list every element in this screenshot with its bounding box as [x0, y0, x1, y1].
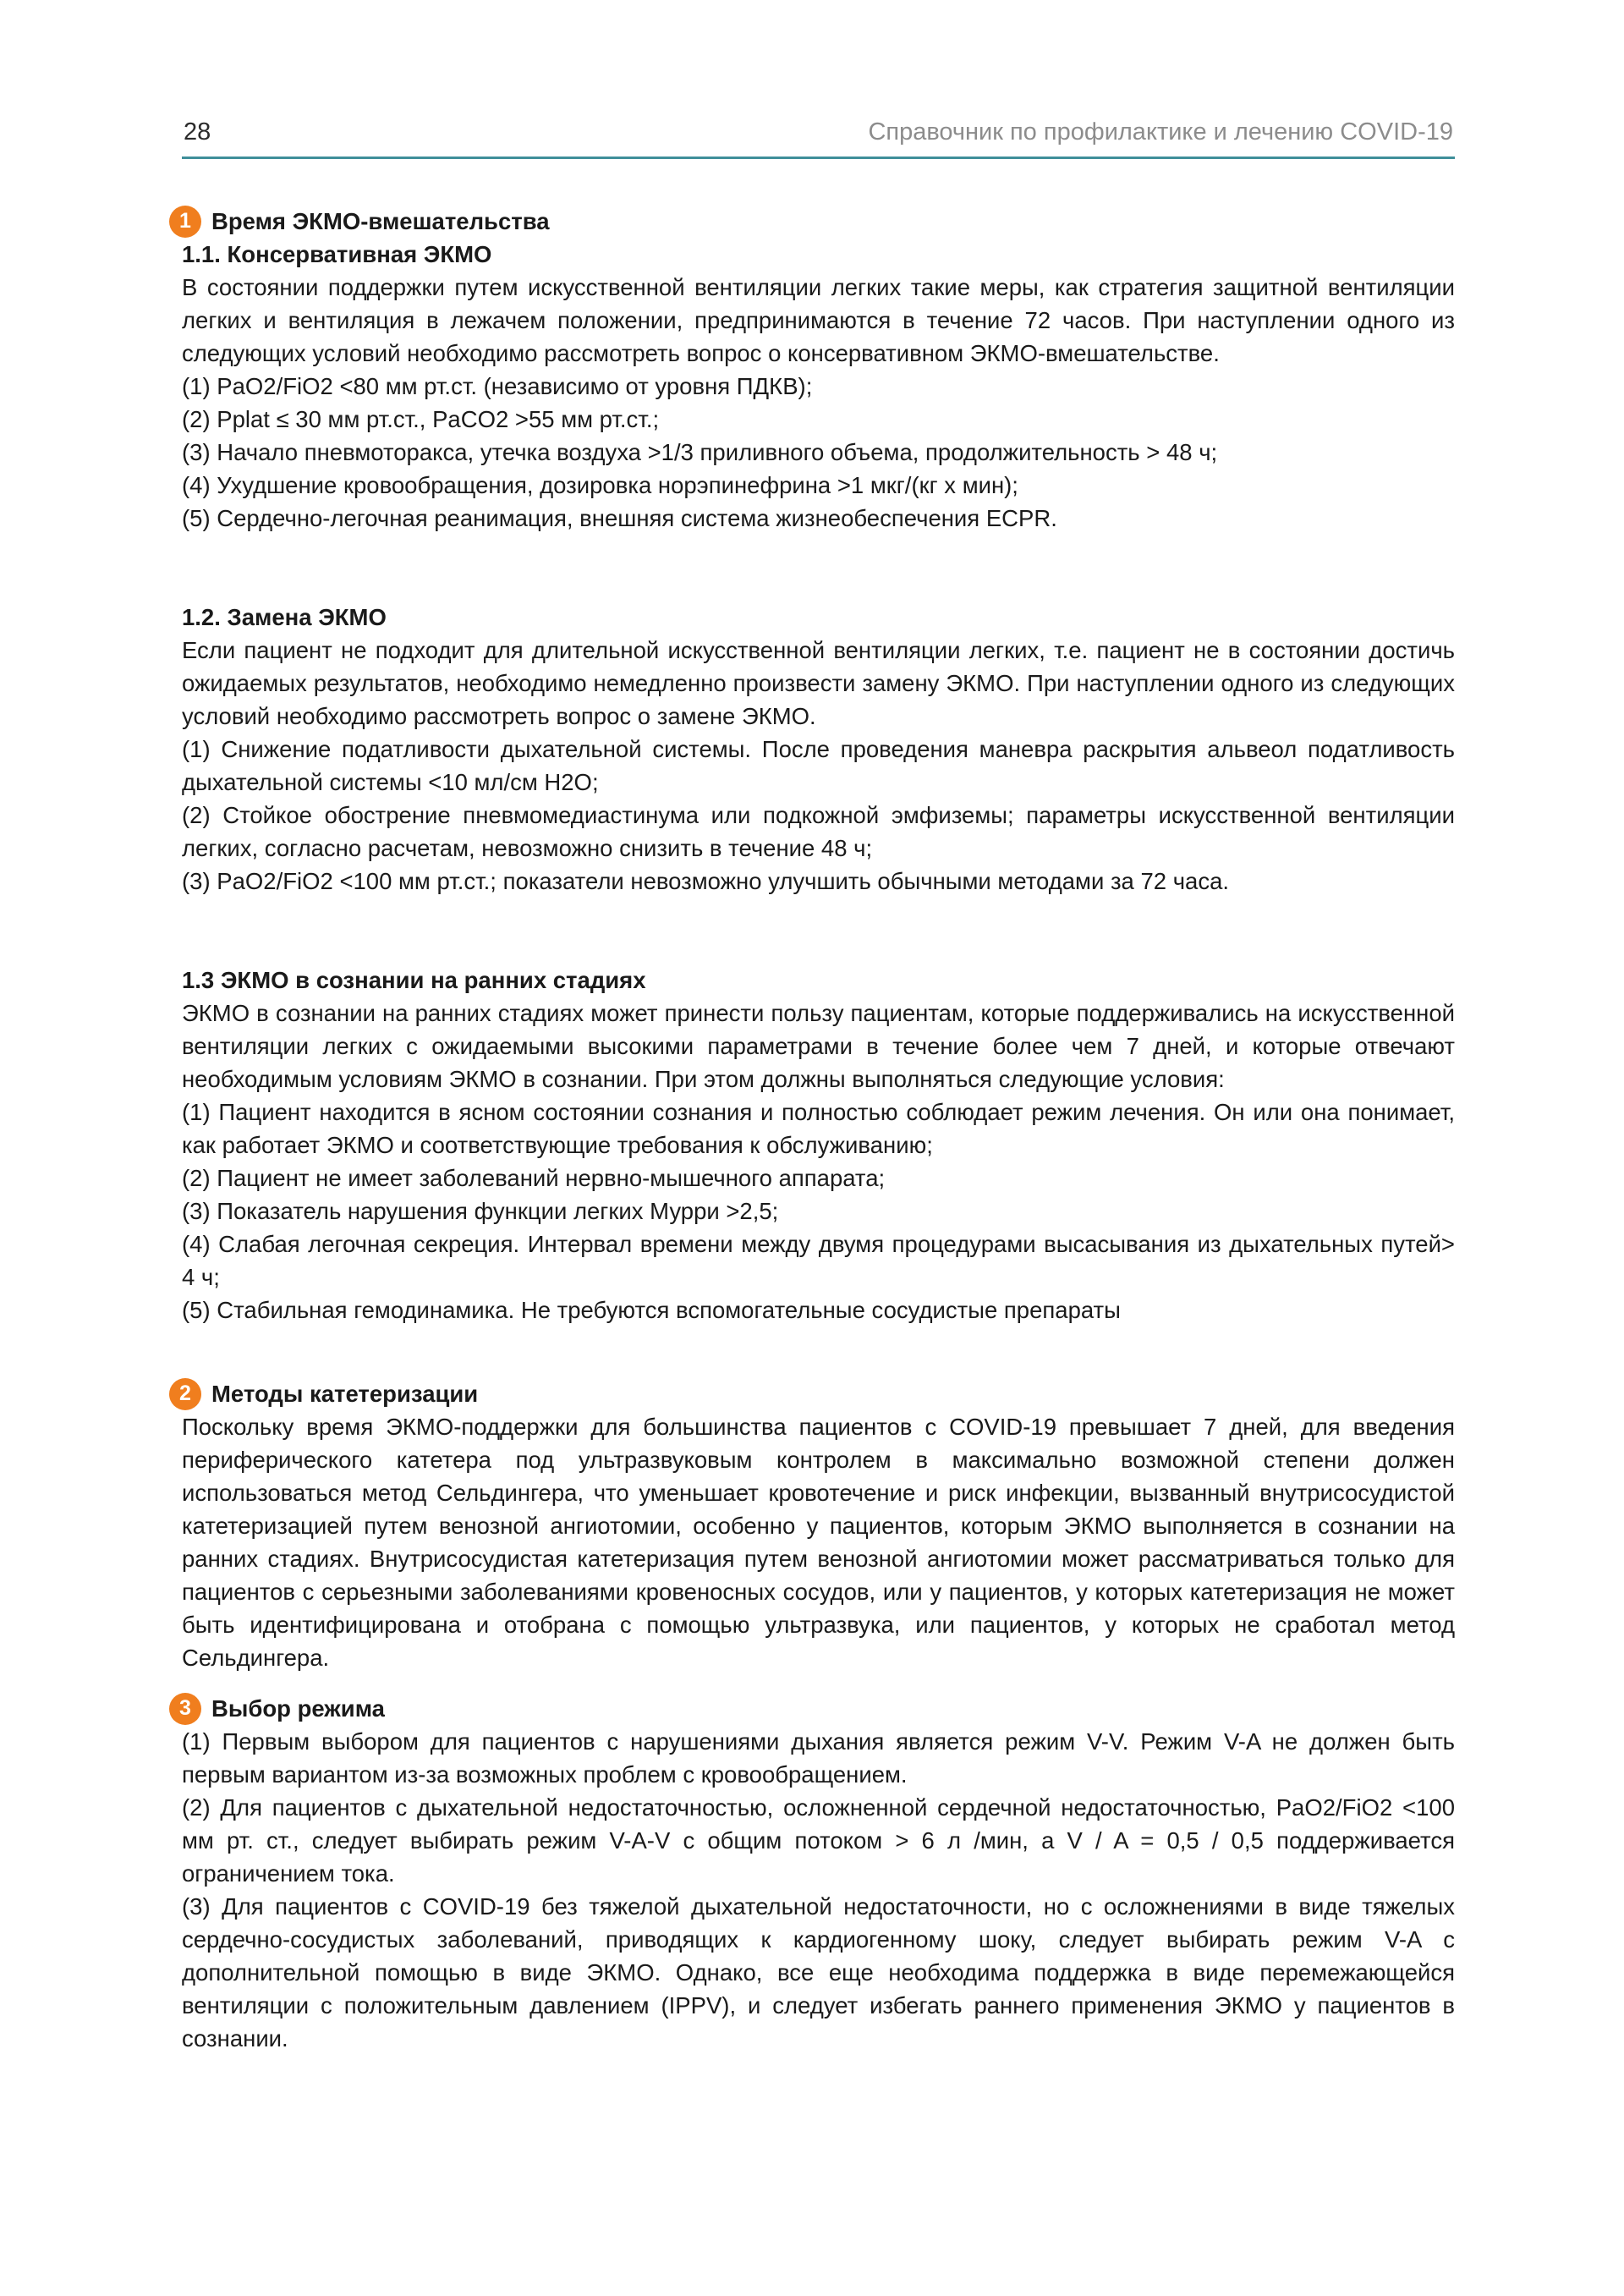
- section-1-heading: Время ЭКМО-вмешательства: [211, 208, 550, 234]
- list-item: (3) Начало пневмоторакса, утечка воздуха >1/3 приливного объема, продолжительность > 48 ч;: [182, 439, 1218, 465]
- list-item: (4) Слабая легочная секреция. Интервал времени между двумя процедурами высасывания из дыхательных путей> 4 ч;: [182, 1231, 1455, 1290]
- subsection-1-2-text: Если пациент не подходит для длительной искусственной вентиляции легких, т.е. пациент не в состоянии достичь ожидаемых результатов, необходимо немедленно произвести замену ЭКМО. При наступлении одного из следующих условий необходимо рассмотреть вопрос о замене ЭКМО.: [182, 637, 1455, 729]
- list-item: (3) Для пациентов с COVID-19 без тяжелой дыхательной недостаточности, но с осложнениями в виде тяжелых сердечно-сосудистых заболеваний, приводящих к кардиогенному шоку, следует выбирать режим V-A с дополнительной помощью в виде ЭКМО. Однако, все еще необходима поддержка в виде перемежающейся вентиляции с положительным давлением (IPPV), и следует избегать раннего применения ЭКМО у пациентов в сознании.: [182, 1893, 1455, 2052]
- list-item: (1) Снижение податливости дыхательной системы. После проведения маневра раскрытия альвеол податливость дыхательной системы <10 мл/см H2O;: [182, 736, 1455, 795]
- section-1-badge: 1: [169, 206, 201, 238]
- section-3-heading: Выбор режима: [211, 1695, 385, 1722]
- page-number: 28: [184, 118, 211, 146]
- list-item: (5) Сердечно-легочная реанимация, внешняя система жизнеобеспечения ECPR.: [182, 505, 1057, 531]
- subsection-1-3-heading: 1.3 ЭКМО в сознании на ранних стадиях: [182, 967, 646, 993]
- section-2-title: [179, 1377, 1455, 1410]
- list-item: (1) Пациент находится в ясном состоянии сознания и полностью соблюдает режим лечения. Он или она понимает, как работает ЭКМО и соответствующие требования к обслуживанию;: [182, 1099, 1455, 1158]
- list-item: (2) Пациент не имеет заболеваний нервно-мышечного аппарата;: [182, 1165, 886, 1191]
- section-1-title: [179, 205, 1455, 238]
- header-rule: [182, 157, 1455, 159]
- page-header: [182, 110, 1455, 161]
- subsection-1-3-text: ЭКМО в сознании на ранних стадиях может принести пользу пациентам, которые поддерживались на искусственной вентиляции легких с ожидаемыми высокими параметрами в течение более чем 7 дней, и которые отвечают необходимым условиям ЭКМО в сознании. При этом должны выполняться следующие условия:: [182, 1000, 1455, 1092]
- list-item: (3) Показатель нарушения функции легких Мурри >2,5;: [182, 1198, 779, 1224]
- list-item: (5) Стабильная гемодинамика. Не требуются вспомогательные сосудистые препараты: [182, 1297, 1121, 1323]
- list-item: (2) Стойкое обострение пневмомедиастинума или подкожной эмфиземы; параметры искусственной вентиляции легких, согласно расчетам, невозможно снизить в течение 48 ч;: [182, 802, 1455, 861]
- running-title: Справочник по профилактике и лечению COVID-19: [868, 118, 1453, 146]
- subsection-1-1-heading: 1.1. Консервативная ЭКМО: [182, 241, 492, 267]
- section-2-text: Поскольку время ЭКМО-поддержки для большинства пациентов с COVID-19 превышает 7 дней, для введения периферического катетера под ультразвуковым контролем в максимально возможной степени должен использоваться метод Сельдингера, что уменьшает кровотечение и риск инфекции, вызванный внутрисосудистой катетеризацией путем венозной ангиотомии, особенно у пациентов, которым ЭКМО выполняется в сознании на ранних стадиях. Внутрисосудистая катетеризация путем венозной ангиотомии может рассматриваться только для пациентов с серьезными заболеваниями кровеносных сосудов, или у пациентов, у которых катетеризация не может быть идентифицирована и отобрана с помощью ультразвука, или пациентов, у которых не сработал метод Сельдингера.: [182, 1414, 1455, 1671]
- subsection-1-2-heading: 1.2. Замена ЭКМО: [182, 604, 387, 630]
- list-item: (2) Для пациентов с дыхательной недостаточностью, осложненной сердечной недостаточностью, PaO2/FiO2 <100 мм рт. ст., следует выбирать режим V-A-V с общим потоком > 6 л /мин, а V / A = 0,5 / 0,5 поддерживается ограничением тока.: [182, 1794, 1455, 1887]
- section-3-badge: 3: [169, 1693, 201, 1725]
- subsection-1-1-text: В состоянии поддержки путем искусственной вентиляции легких такие меры, как стратегия защитной вентиляции легких и вентиляция в лежачем положении, предпринимаются в течение 72 часов. При наступлении одного из следующих условий необходимо рассмотреть вопрос о консервативном ЭКМО-вмешательстве.: [182, 274, 1455, 366]
- section-2-heading: Методы катетеризации: [211, 1381, 479, 1407]
- list-item: (2) Pplat ≤ 30 мм рт.ст., PaCO2 >55 мм рт.ст.;: [182, 406, 660, 432]
- list-item: (1) Первым выбором для пациентов с нарушениями дыхания является режим V-V. Режим V-A не должен быть первым вариантом из-за возможных проблем с кровообращением.: [182, 1728, 1455, 1788]
- list-item: (3) PaO2/FiO2 <100 мм рт.ст.; показатели невозможно улучшить обычными методами за 72 часа.: [182, 868, 1230, 894]
- list-item: (1) PaO2/FiO2 <80 мм рт.ст. (независимо от уровня ПДКВ);: [182, 373, 813, 399]
- section-2-badge: 2: [169, 1378, 201, 1410]
- list-item: (4) Ухудшение кровообращения, дозировка норэпинефрина >1 мкг/(кг х мин);: [182, 472, 1018, 498]
- section-3-title: [179, 1692, 1455, 1725]
- page-content: [179, 205, 1455, 2055]
